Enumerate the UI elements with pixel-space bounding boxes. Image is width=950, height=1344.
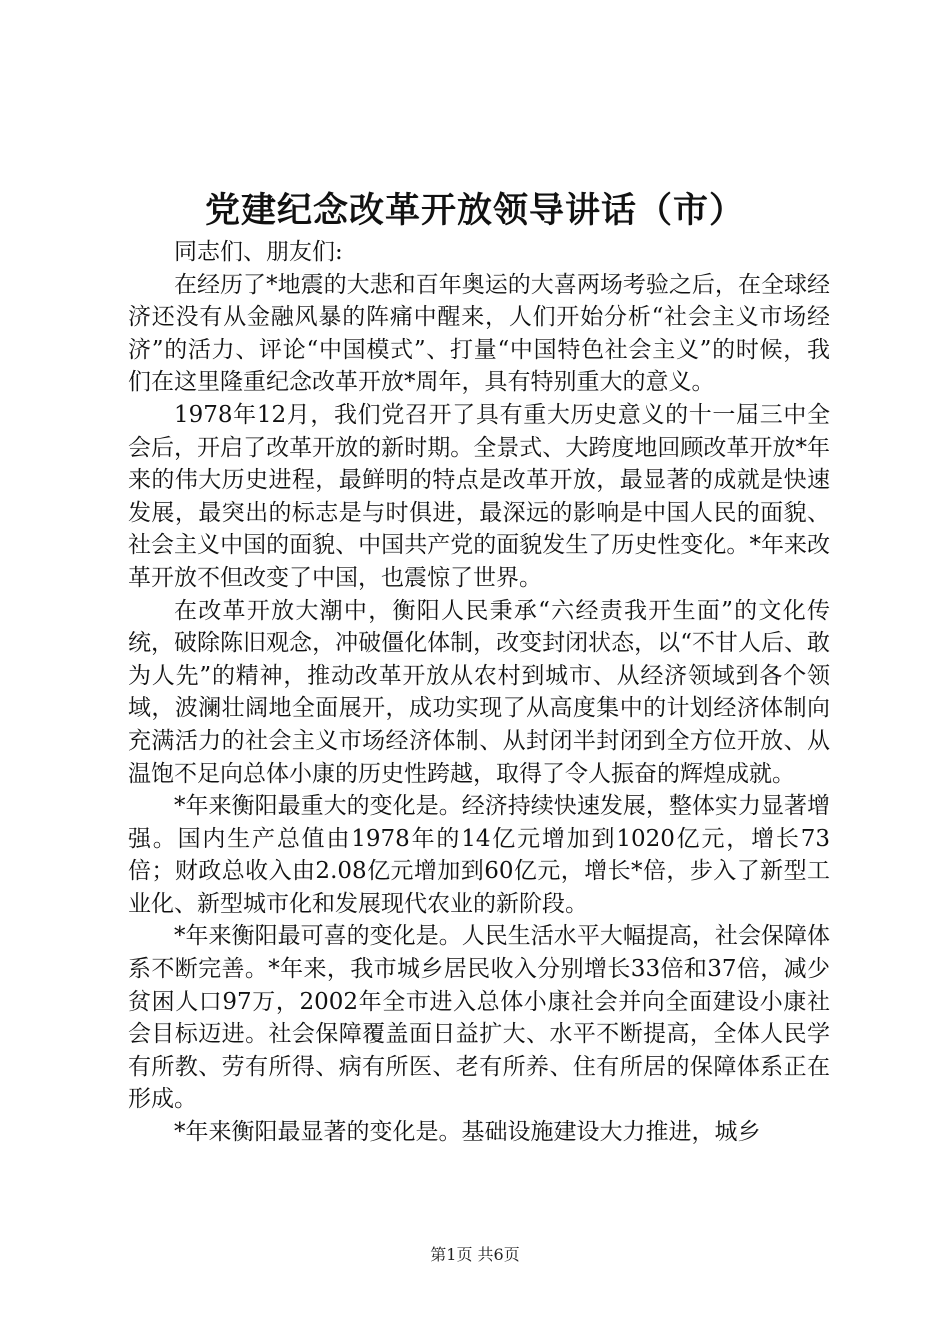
paragraph-5: *年来衡阳最可喜的变化是。人民生活水平大幅提高，社会保障体系不断完善。*年来，我市城乡居民收入分别增长33倍和37倍，减少贫困人口97万，2002年全市进入总体小康社会并向全面建设小康社会目标迈进。社会保障覆盖面日益扩大、水平不断提高，全体人民学有所教、劳有所得、病有所医、老有所养、住有所居的保障体系正在形成。 [128,923,830,1113]
paragraph-6: *年来衡阳最显著的变化是。基础设施建设大力推进，城乡 [174,1119,761,1146]
paragraph-1: 在经历了*地震的大悲和百年奥运的大喜两场考验之后，在全球经济还没有从金融风暴的阵痛中醒来，人们开始分析“社会主义市场经济”的活力、评论“中国模式”、打量“中国特色社会主义”的时候，我们在这里隆重纪念改革开放*周年，具有特别重大的意义。 [128,271,830,396]
page-number-footer: 第1页 共6页 [430,1245,520,1264]
document-body [128,236,830,1149]
paragraph-2: 1978年12月，我们党召开了具有重大历史意义的十一届三中全会后，开启了改革开放的新时期。全景式、大跨度地回顾改革开放*年来的伟大历史进程，最鲜明的特点是改革开放，最显著的成就是快速发展，最突出的标志是与时俱进，最深远的影响是中国人民的面貌、社会主义中国的面貌、中国共产党的面貌发生了历史性变化。*年来改革开放不但改变了中国，也震惊了世界。 [128,401,830,591]
paragraph-3: 在改革开放大潮中，衡阳人民秉承“六经责我开生面”的文化传统，破除陈旧观念，冲破僵化体制，改变封闭状态，以“不甘人后、敢为人先”的精神，推动改革开放从农村到城市、从经济领域到各个领域，波澜壮阔地全面展开，成功实现了从高度集中的计划经济体制向充满活力的社会主义市场经济体制、从封闭半封闭到全方位开放、从温饱不足向总体小康的历史性跨越，取得了令人振奋的辉煌成就。 [128,597,830,787]
salutation: 同志们、朋友们: [174,239,343,265]
document-title: 党建纪念改革开放领导讲话（市） [204,190,745,231]
paragraph-4: *年来衡阳最重大的变化是。经济持续快速发展，整体实力显著增强。国内生产总值由1978年的14亿元增加到1020亿元，增长73倍；财政总收入由2.08亿元增加到60亿元，增长*倍，步入了新型工业化、新型城市化和发展现代农业的新阶段。 [128,793,830,917]
